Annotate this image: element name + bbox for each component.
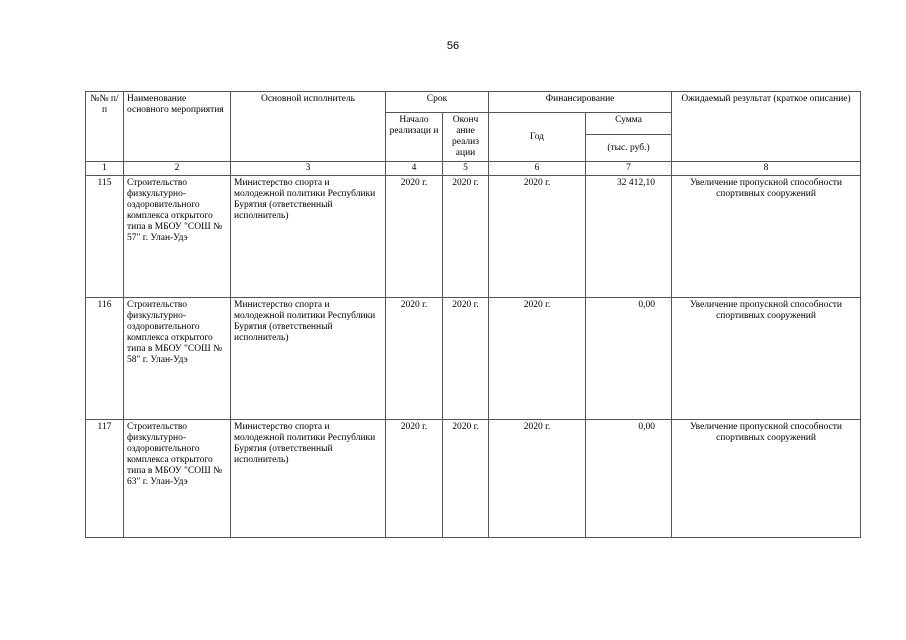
- column-number: 7: [586, 162, 672, 176]
- header-sum: Сумма: [586, 113, 672, 135]
- activities-table: [85, 91, 861, 538]
- column-number: 1: [86, 162, 124, 176]
- column-number: 6: [489, 162, 586, 176]
- row-num: 117: [86, 420, 124, 538]
- header-year: Год: [489, 113, 586, 162]
- header-executor: Основной исполнитель: [231, 92, 386, 162]
- header-term: Срок: [386, 92, 489, 113]
- row-num: 115: [86, 176, 124, 298]
- column-number: 3: [231, 162, 386, 176]
- row-year: 2020 г.: [489, 176, 586, 298]
- row-end: 2020 г.: [443, 420, 489, 538]
- column-number: 8: [672, 162, 861, 176]
- row-sum: 0,00: [586, 298, 672, 420]
- row-executor: Министерство спорта и молодежной политики Республики Бурятия (ответственный исполнитель): [231, 176, 386, 298]
- row-result: Увеличение пропускной способности спортивных сооружений: [672, 420, 861, 538]
- row-sum: 32 412,10: [586, 176, 672, 298]
- header-end: Оконч ание реализ ации: [443, 113, 489, 162]
- header-name: Наименование основного мероприятия: [124, 92, 231, 162]
- column-number: 2: [124, 162, 231, 176]
- row-executor: Министерство спорта и молодежной политики Республики Бурятия (ответственный исполнитель): [231, 420, 386, 538]
- row-result: Увеличение пропускной способности спортивных сооружений: [672, 176, 861, 298]
- row-end: 2020 г.: [443, 298, 489, 420]
- table-row: [86, 420, 861, 538]
- row-start: 2020 г.: [386, 420, 443, 538]
- row-end: 2020 г.: [443, 176, 489, 298]
- column-number: 4: [386, 162, 443, 176]
- header-financing: Финансирование: [489, 92, 672, 113]
- header-sum-unit: (тыс. руб.): [586, 135, 672, 162]
- row-num: 116: [86, 298, 124, 420]
- header-start: Начало реализаци и: [386, 113, 443, 162]
- row-sum: 0,00: [586, 420, 672, 538]
- table-row: [86, 298, 861, 420]
- row-start: 2020 г.: [386, 176, 443, 298]
- table-row: [86, 176, 861, 298]
- row-year: 2020 г.: [489, 298, 586, 420]
- column-number: 5: [443, 162, 489, 176]
- row-result: Увеличение пропускной способности спортивных сооружений: [672, 298, 861, 420]
- row-year: 2020 г.: [489, 420, 586, 538]
- header-result: Ожидаемый результат (краткое описание): [672, 92, 861, 162]
- row-name: Строительство физкультурно-оздоровительного комплекса открытого типа в МБОУ "СОШ № 63" г. Улан-Удэ: [124, 420, 231, 538]
- page-number: 56: [446, 40, 460, 52]
- row-name: Строительство физкультурно-оздоровительного комплекса открытого типа в МБОУ "СОШ № 58" г. Улан-Удэ: [124, 298, 231, 420]
- header-num: №№ п/п: [86, 92, 124, 162]
- row-executor: Министерство спорта и молодежной политики Республики Бурятия (ответственный исполнитель): [231, 298, 386, 420]
- row-start: 2020 г.: [386, 298, 443, 420]
- row-name: Строительство физкультурно-оздоровительного комплекса открытого типа в МБОУ "СОШ № 57" г. Улан-Удэ: [124, 176, 231, 298]
